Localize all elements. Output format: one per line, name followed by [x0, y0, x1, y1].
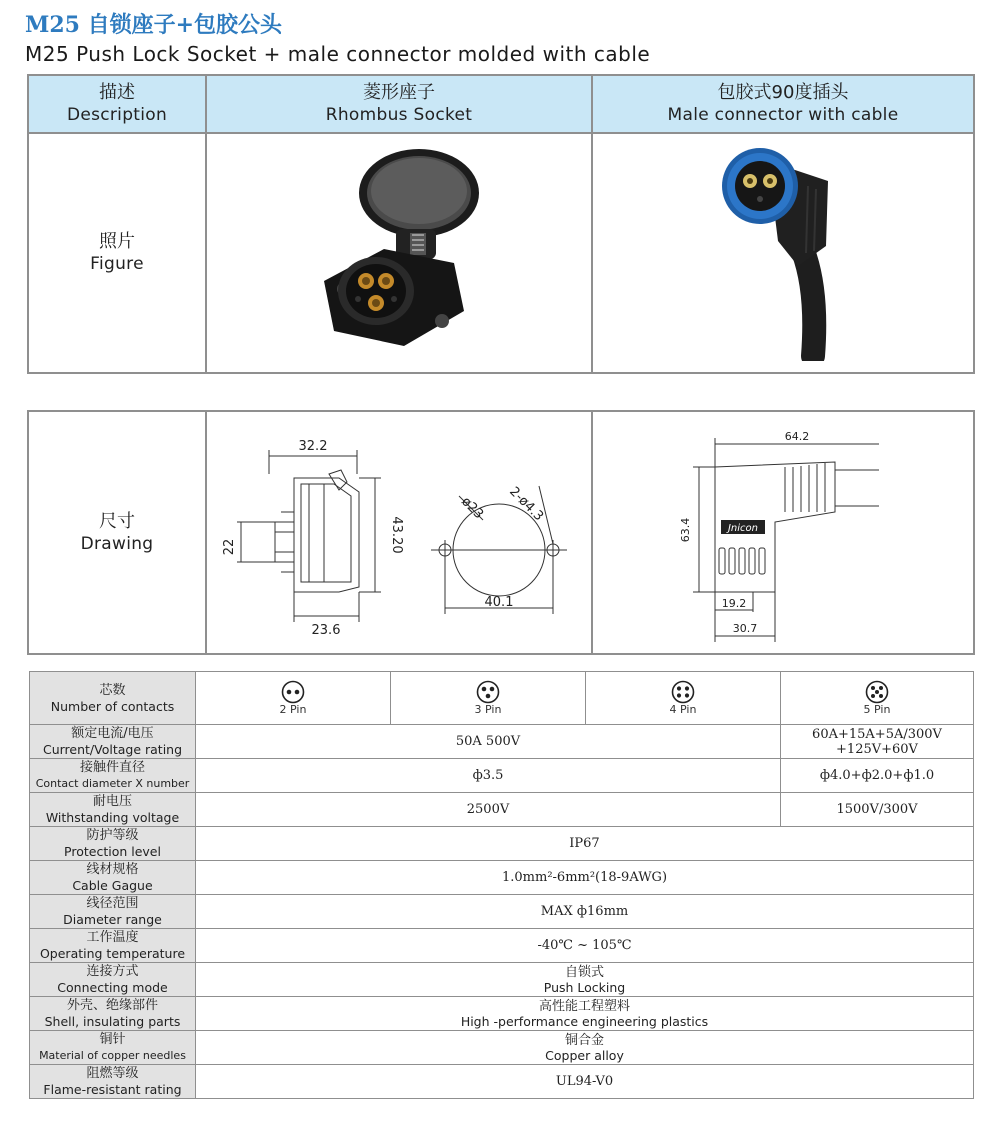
pin-option-2: 2 Pin	[196, 672, 391, 725]
spec-value-5pin: ф4.0+ф2.0+ф1.0	[781, 759, 974, 793]
spec-label: 额定电流/电压 Current/Voltage rating	[30, 725, 196, 759]
dim-63-4: 63.4	[679, 517, 692, 543]
dim-40-1: 40.1	[484, 595, 514, 610]
spec-label: 工作温度 Operating temperature	[30, 929, 196, 963]
spec-value: -40℃ ~ 105℃	[196, 929, 974, 963]
spec-row-shell	[30, 997, 974, 1031]
dim-43-20: 43.20	[389, 516, 404, 554]
spec-label: 阻燃等级 Flame-resistant rating	[30, 1065, 196, 1099]
dim-dia-23: ø23	[458, 494, 487, 523]
pin-option-3: 3 Pin	[391, 672, 586, 725]
drawing-label: 尺寸 Drawing	[28, 411, 206, 654]
spec-value: 2500V	[196, 793, 781, 827]
spec-value: 铜合金 Copper alloy	[196, 1031, 974, 1065]
socket-drawing	[206, 411, 592, 654]
rhombus-socket-image	[314, 141, 484, 361]
pin-4-icon	[671, 680, 695, 704]
dim-22: 22	[222, 538, 237, 556]
spec-row-temperature	[30, 929, 974, 963]
spec-row-contact-diameter	[30, 759, 974, 793]
spec-row-current	[30, 725, 974, 759]
pin-3-icon	[476, 680, 500, 704]
spec-value-5pin: 60A+15A+5A/300V +125V+60V	[781, 725, 974, 759]
spec-row-flame	[30, 1065, 974, 1099]
spec-value: UL94-V0	[196, 1065, 974, 1099]
socket-dimension-drawing	[209, 412, 589, 648]
description-table	[27, 74, 975, 374]
header-description: 描述 Description	[28, 75, 206, 133]
spec-label: 连接方式 Connecting mode	[30, 963, 196, 997]
spec-label: 接触件直径 Contact diameter X number	[30, 759, 196, 793]
spec-value: 1.0mm²-6mm²(18-9AWG)	[196, 861, 974, 895]
drawing-row	[28, 411, 974, 654]
header-socket: 菱形座子 Rhombus Socket	[206, 75, 592, 133]
page-title-en: M25 Push Lock Socket + male connector molded with cable	[25, 42, 651, 66]
header-plug: 包胶式90度插头 Male connector with cable	[592, 75, 974, 133]
spec-value: 自锁式 Push Locking	[196, 963, 974, 997]
spec-row-protection	[30, 827, 974, 861]
spec-row-pins	[30, 672, 974, 725]
spec-label: 线材规格 Cable Gague	[30, 861, 196, 895]
pin-5-icon	[865, 680, 889, 704]
brand-logo-text: Jnicon	[727, 523, 759, 534]
pin-option-4: 4 Pin	[586, 672, 781, 725]
spec-value: IP67	[196, 827, 974, 861]
spec-value: ф3.5	[196, 759, 781, 793]
spec-value: 50A 500V	[196, 725, 781, 759]
header-row	[28, 75, 974, 133]
dim-23-6: 23.6	[311, 623, 341, 638]
spec-value-5pin: 1500V/300V	[781, 793, 974, 827]
spec-label: 铜针 Material of copper needles	[30, 1031, 196, 1065]
dim-30-7: 30.7	[732, 622, 758, 635]
figure-row	[28, 133, 974, 373]
spec-value: MAX ф16mm	[196, 895, 974, 929]
spec-row-cable	[30, 861, 974, 895]
drawing-table	[27, 410, 975, 655]
spec-label-pins: 芯数 Number of contacts	[30, 672, 196, 725]
plug-photo	[592, 133, 974, 373]
dim-64-2: 64.2	[784, 430, 810, 443]
spec-row-withstanding	[30, 793, 974, 827]
dim-2-dia-4-3: 2-ø4.3	[506, 484, 547, 525]
plug-drawing	[592, 411, 974, 654]
spec-label: 防护等级 Protection level	[30, 827, 196, 861]
socket-photo	[206, 133, 592, 373]
spec-label: 线径范围 Diameter range	[30, 895, 196, 929]
pin-option-5: 5 Pin	[781, 672, 974, 725]
page-title-cn: M25 自锁座子+包胶公头	[25, 12, 283, 38]
plug-dimension-drawing	[595, 412, 971, 648]
spec-row-connecting	[30, 963, 974, 997]
spec-label: 耐电压 Withstanding voltage	[30, 793, 196, 827]
spec-label: 外壳、绝缘部件 Shell, insulating parts	[30, 997, 196, 1031]
figure-label: 照片 Figure	[28, 133, 206, 373]
spec-row-diameter	[30, 895, 974, 929]
dim-32-2: 32.2	[298, 439, 328, 454]
pin-2-icon	[281, 680, 305, 704]
spec-row-copper	[30, 1031, 974, 1065]
spec-table	[29, 671, 974, 1099]
dim-19-2: 19.2	[721, 597, 747, 610]
spec-value: 高性能工程塑料 High -performance engineering plastics	[196, 997, 974, 1031]
male-connector-image	[708, 141, 858, 361]
